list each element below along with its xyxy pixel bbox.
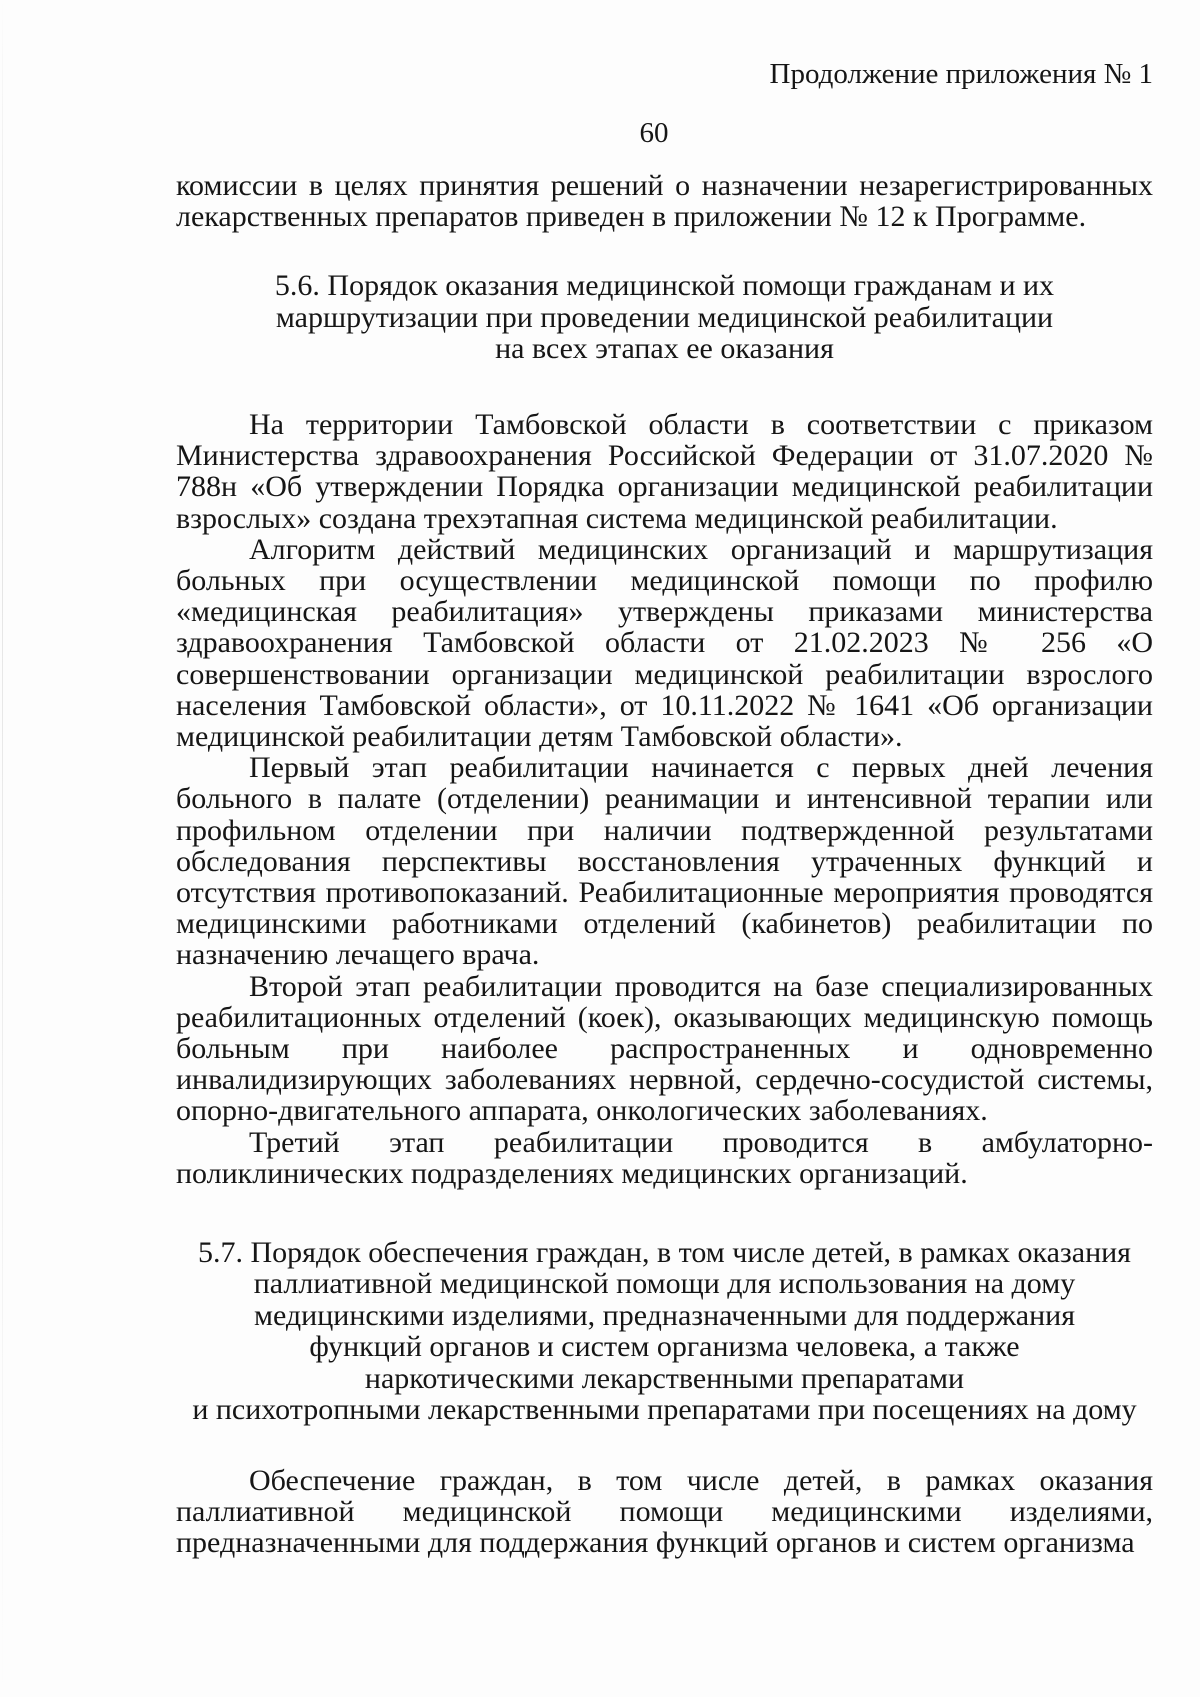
section-heading-line: маршрутизации при проведении медицинской реабилитации (275, 300, 1054, 334)
section-heading-line: и психотропными лекарственными препаратами при посещениях на дому (192, 1393, 1137, 1427)
paragraph: Второй этап реабилитации проводится на базе специализированных реабилитационных отделений (коек), оказывающих медицинскую помощь больным при наиболее распространенных и одновременно инвалидизирующих заболеваниях нервной, сердечно-сосудистой системы, опорно-двигательного аппарата, онкологических заболеваниях. (176, 969, 1153, 1128)
document-body (176, 170, 1153, 1559)
appendix-continuation-header: Продолжение приложения № 1 (769, 58, 1153, 90)
section-heading-line: 5.6. Порядок оказания медицинской помощи гражданам и их (274, 269, 1055, 303)
paragraph: Алгоритм действий медицинских организаций и маршрутизация больных при осуществлении медицинской помощи по профилю «медицинская реабилитация» утверждены приказами министерства здравоохранения Тамбовской области от 21.02.2023 № 256 «О совершенствовании организации медицинской реабилитации взрослого населения Тамбовской области», от 10.11.2022 № 1641 «Об организации медицинской реабилитации детям Тамбовской области». (176, 532, 1153, 753)
section-heading-line: на всех этапах ее оказания (495, 332, 834, 366)
paragraph: Обеспечение граждан, в том числе детей, в рамках оказания паллиативной медицинской помощи медицинскими изделиями, предназначенными для поддержания функций органов и систем организма (176, 1463, 1153, 1560)
section-heading-line: 5.7. Порядок обеспечения граждан, в том числе детей, в рамках оказания (198, 1235, 1131, 1269)
section-heading-line: медицинскими изделиями, предназначенными для поддержания (253, 1298, 1076, 1332)
section-heading-line: функций органов и систем организма человека, а также (309, 1330, 1020, 1364)
scan-edge (2, 0, 3, 1697)
paragraph-continuation: комиссии в целях принятия решений о назначении незарегистрированных лекарственных препаратов приведен в приложении № 12 к Программе. (176, 169, 1153, 234)
paragraph: Первый этап реабилитации начинается с первых дней лечения больного в палате (отделении) реанимации и интенсивной терапии или профильном отделении при наличии подтвержденной результатами обследования перспективы восстановления утраченных функций и отсутствия противопоказаний. Реабилитационные мероприятия проводятся медицинскими работниками отделений (кабинетов) реабилитации по назначению лечащего врача. (176, 751, 1153, 972)
section-heading-line: наркотическими лекарственными препаратами (364, 1361, 965, 1395)
paragraph: Третий этап реабилитации проводится в амбулаторно-поликлинических подразделениях медицинских организаций. (176, 1125, 1153, 1190)
section-heading-5-7 (176, 1237, 1153, 1426)
paragraph: На территории Тамбовской области в соответствии с приказом Министерства здравоохранения Российской Федерации от 31.07.2020 № 788н «Об утверждении Порядка организации медицинской реабилитации взрослых» создана трехэтапная система медицинской реабилитации. (176, 407, 1153, 535)
section-heading-line: паллиативной медицинской помощи для использования на дому (253, 1267, 1076, 1301)
section-heading-5-6 (176, 270, 1153, 365)
page-number: 60 (639, 117, 669, 149)
